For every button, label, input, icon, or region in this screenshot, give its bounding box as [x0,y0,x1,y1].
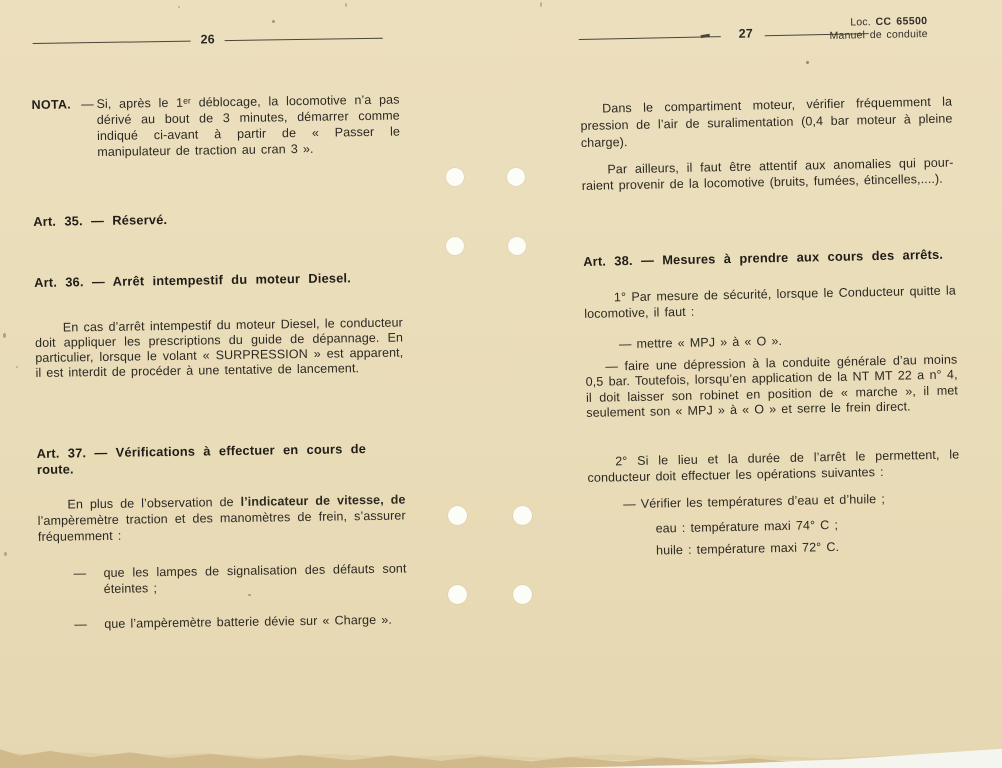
article-35-heading: Art. 35. — Réservé. [33,211,168,229]
nota-word: NOTA. [31,97,72,112]
intro-text-end: l’ampèremètre traction et des manomètres de frein, s’assurer fréquemment : [37,508,406,544]
nota-text: Si, après le 1ᵉʳ déblocage, la locomotive n’a pas dérivé au bout de 3 minutes, démarrer comme indiqué ci-avant à partir de « Passer le manipulateur de traction au cran 3 ». [96,92,401,160]
list-dash: — [74,617,87,632]
document-reference [829,15,928,43]
page-number-26: 26 [200,32,215,47]
article-37-intro [37,491,406,544]
scan-speck [3,333,6,338]
loc-prefix: Loc. [850,16,876,29]
punch-hole [513,506,532,525]
temp-water-max: eau : température maxi 74° C ; [655,517,839,536]
nota-dash: — [81,97,94,112]
header-rule-right [225,37,383,40]
list-item-text: que l’ampèremètre batterie dévie sur « Charge ». [104,612,393,631]
list-dash: — [73,566,87,581]
scan-speck [248,594,251,596]
point-2-stop-duration: 2° Si le lieu et la durée de l’arrêt le permettent, le conducteur doit effectuer les opérations suivantes : [587,447,960,485]
point-1-safety: 1° Par mesure de sécurité, lorsque le Conducteur quitte la locomotive, il faut : [584,283,957,321]
nota-block [31,92,400,161]
punch-hole [513,585,532,604]
paragraph-anomalies: Par ailleurs, il faut être attentif aux anomalies qui pourraient provenir de la locomotive (bruits, fumées, étincelles,....). [581,155,954,193]
step-mpj-zero: — mettre « MPJ » à « O ». [618,333,783,352]
paragraph-boost-pressure: Dans le compartiment moteur, vérifier fréquemment la pression de l’air de suralimentation (0,4 bar moteur à pleine charge). [580,94,953,150]
nota-label [31,96,93,113]
intro-text: En plus de l’observation de [67,494,241,512]
punch-hole [446,168,464,186]
step-brake-pipe-depression: — faire une dépression à la conduite générale d’au moins 0,5 bar. Toutefois, lorsqu’en application de la NT MT 22 a n° 4, il doit laisser son robinet en position de « marche », il met seulement son « MPJ » à « O » et serre le frein direct. [585,352,959,421]
scan-speck [16,366,18,368]
header-rule-left [579,36,721,40]
scan-speck [345,3,347,7]
loc-number: CC 65500 [875,14,928,29]
intro-text-bold: l’indicateur de vitesse, de [240,492,406,509]
punch-hole [446,237,464,255]
page-26 [30,0,408,700]
punch-hole [508,237,526,255]
page-number-27: 27 [738,26,753,41]
scan-speck [806,61,809,64]
punch-hole [448,506,467,525]
page-27 [578,0,964,700]
temp-oil-max: huile : température maxi 72° C. [655,539,840,558]
scan-speck [540,2,542,7]
article-38-heading: Art. 38. — Mesures à prendre aux cours des arrêts. [583,246,944,269]
page-26-header [33,30,383,51]
article-37-heading: Art. 37. — Vérifications à effectuer en cours de route. [36,441,367,477]
header-rule-nib [701,34,710,38]
punch-hole [507,168,525,186]
scan-speck [4,552,7,556]
check-item-battery [39,611,407,632]
check-item-lamps [38,560,406,597]
header-rule-left [33,40,191,43]
punch-hole [448,585,467,604]
scan-speck [178,6,180,8]
article-36-heading: Art. 36. — Arrêt intempestif du moteur Diesel. [34,270,352,290]
step-check-temperatures: — Vérifier les températures d’eau et d’huile ; [622,491,885,512]
list-item-text: que les lampes de signalisation des défauts sont éteintes ; [103,561,407,596]
article-36-paragraph: En cas d’arrêt intempestif du moteur Diesel, le conducteur doit appliquer les prescriptions du guide de dépannage. En particulier, lorsque le volant « SURPRESSION » est apparent, il est interdit de procéder à une tentative de lancement. [34,315,404,380]
scan-speck [272,20,275,23]
manual-subtitle: Manuel de conduite [829,27,928,42]
